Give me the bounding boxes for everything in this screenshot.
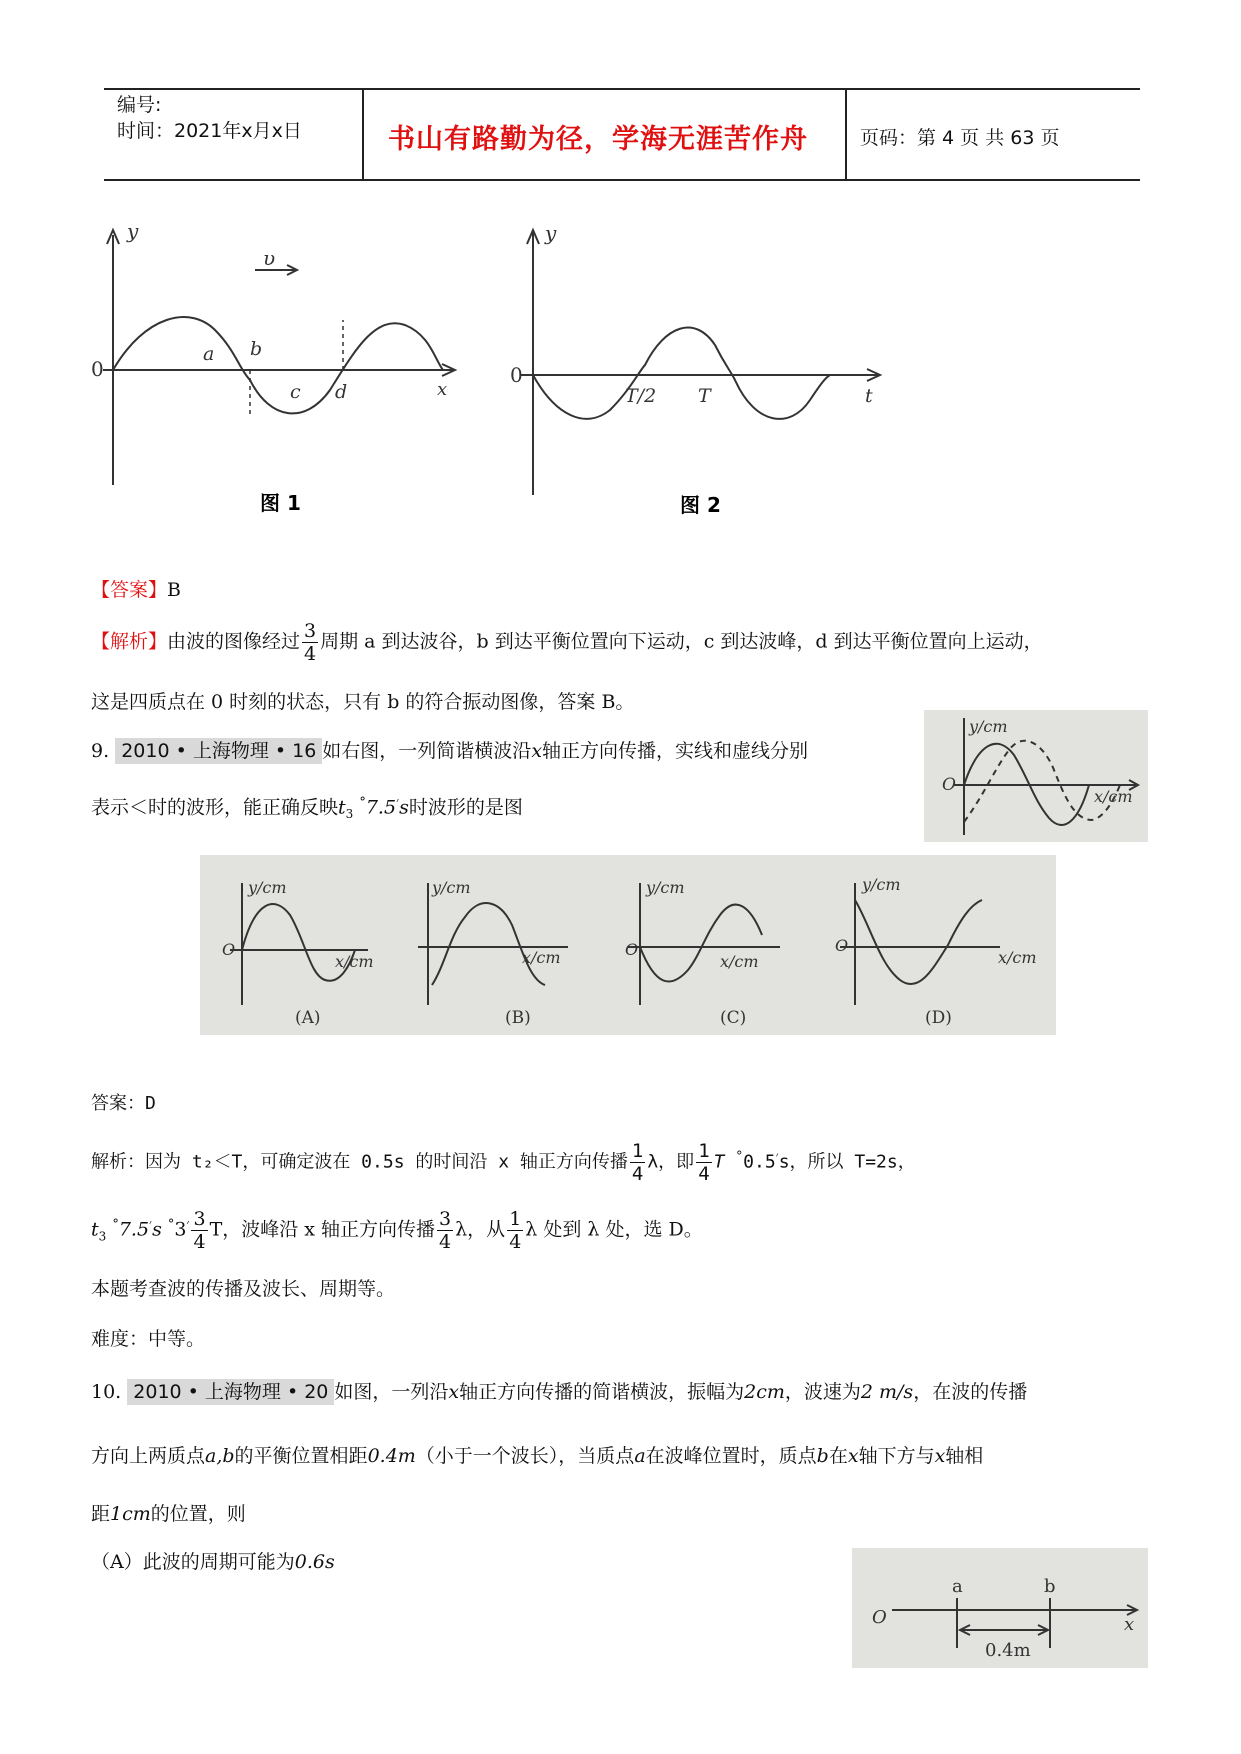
q9-answer: 答案：D — [91, 1093, 156, 1114]
fig1-c-label: c — [290, 381, 301, 403]
svg-text:y/cm: y/cm — [646, 878, 685, 897]
header-motto: 书山有路勤为径，学海无涯苦作舟 — [388, 124, 808, 155]
fig1-d-label: d — [335, 381, 348, 403]
svg-text:(C): (C) — [720, 1008, 747, 1028]
fig1-a-label: a — [203, 343, 215, 365]
svg-text:x/cm: x/cm — [335, 952, 374, 971]
q9-side-figure — [924, 710, 1148, 842]
header-time: 时间：2021年x月x日 — [117, 120, 302, 142]
q10-line1: 10. 2010 • 上海物理 • 20 如图，一列沿x轴正方向传播的简谐横波，振幅为2cm，波速为2 m/s，在波的传播 — [91, 1381, 1028, 1403]
svg-text:y/cm: y/cm — [432, 878, 471, 897]
q9-difficulty: 难度：中等。 — [91, 1328, 206, 1350]
svg-text:O: O — [835, 936, 849, 955]
svg-text:O: O — [222, 940, 236, 959]
svg-text:y/cm: y/cm — [969, 717, 1008, 736]
svg-text:x/cm: x/cm — [998, 948, 1037, 967]
header-page-info: 页码：第 4 页 共 63 页 — [860, 127, 1060, 149]
fig1-y-label: y — [127, 220, 139, 243]
svg-text:0.4m: 0.4m — [985, 1640, 1031, 1661]
q8-analysis-line2: 这是四质点在 0 时刻的状态，只有 b 的符合振动图像，答案 B。 — [91, 691, 635, 713]
svg-text:x/cm: x/cm — [1094, 787, 1133, 806]
q8-answer: 【答案】B — [91, 579, 181, 601]
svg-text:(A): (A) — [295, 1008, 321, 1028]
q9-options-figure — [200, 855, 1056, 1035]
q9-analysis-line2: $t_3$ ׳°7.5s ׳°3 $\frac{3}{4}$ T，波峰沿 x 轴正方向传播 $\frac{3}{4}$ λ，从 $\frac{1}{4}$ λ 处到 λ 处，选 D。 — [91, 1208, 703, 1253]
q9-note: 本题考查波的传播及波长、周期等。 — [91, 1278, 396, 1300]
fig2-period: T — [698, 385, 711, 407]
svg-text:a: a — [952, 1576, 963, 1597]
q9-line2: 表示＜时的波形，能正确反映$t_3$ ׳°7.5s时波形的是图 — [91, 795, 523, 822]
q10-figure — [852, 1548, 1148, 1668]
fig2-y-label: y — [545, 221, 557, 245]
figure-2-wave — [500, 220, 900, 520]
fig1-b-label: b — [250, 338, 263, 360]
svg-text:x: x — [1124, 1614, 1135, 1635]
svg-text:(B): (B) — [505, 1008, 531, 1028]
svg-text:b: b — [1044, 1576, 1056, 1597]
svg-text:O: O — [872, 1607, 887, 1628]
fig2-t-label: t — [865, 385, 873, 407]
q9-analysis-line1: 解析：因为 t₂＜T，可确定波在 0.5s 的时间沿 x 轴正方向传播 $\frac{1}{4}$ λ，即 $\frac{1}{4}$ T ׳°0.5s，所以 T=2s， — [91, 1140, 916, 1185]
svg-text:y/cm: y/cm — [862, 875, 901, 894]
q10-source-tag: 2010 • 上海物理 • 20 — [127, 1379, 334, 1405]
fig1-x-label: x — [437, 379, 448, 400]
q10-line2: 方向上两质点a,b的平衡位置相距0.4m（小于一个波长），当质点a在波峰位置时，质点b在x轴下方与x轴相 — [91, 1445, 984, 1467]
q9-source-tag: 2010 • 上海物理 • 16 — [115, 738, 322, 764]
fig1-caption: 图 1 — [260, 491, 301, 515]
svg-text:y/cm: y/cm — [248, 878, 287, 897]
q10-option-a: （A）此波的周期可能为0.6s — [91, 1551, 335, 1573]
fig2-origin: 0 — [510, 363, 523, 387]
figure-1-wave — [85, 220, 465, 520]
fig2-caption: 图 2 — [680, 493, 721, 517]
svg-text:O: O — [625, 940, 639, 959]
q8-analysis: 【解析】由波的图像经过 $\frac{3}{4}$ 周期 a 到达波谷，b 到达平衡位置向下运动，c 到达波峰，d 到达平衡位置向上运动， — [91, 620, 1043, 665]
fig1-v-label: υ — [263, 246, 276, 270]
q9-line1: 9. 2010 • 上海物理 • 16 如右图，一列简谐横波沿x轴正方向传播，实线和虚线分别 — [91, 740, 809, 762]
fig1-origin: 0 — [91, 357, 104, 381]
header-number: 编号: — [117, 94, 162, 116]
q10-line3: 距1cm的位置，则 — [91, 1503, 246, 1525]
svg-text:x/cm: x/cm — [522, 948, 561, 967]
fig2-half-period: T/2 — [625, 385, 657, 407]
svg-text:(D): (D) — [925, 1008, 952, 1028]
svg-text:x/cm: x/cm — [720, 952, 759, 971]
svg-text:O: O — [942, 775, 956, 795]
